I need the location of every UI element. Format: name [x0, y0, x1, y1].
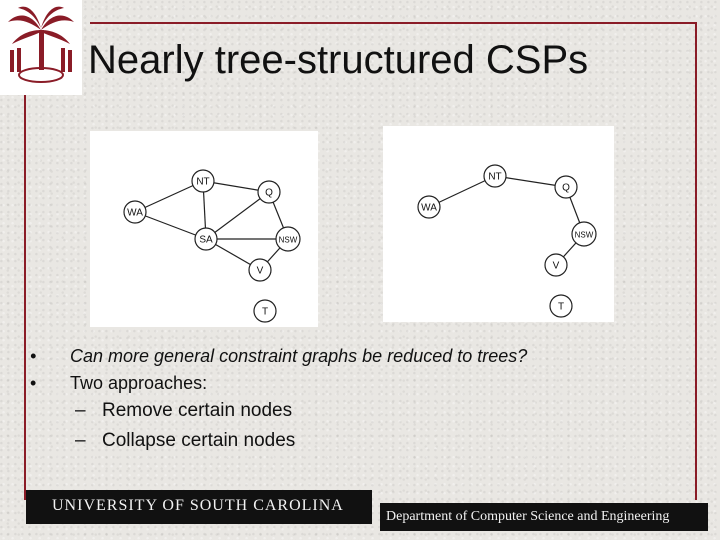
graph-node-label: V	[256, 265, 264, 277]
bullet-dot: •	[30, 373, 37, 393]
slide-title: Nearly tree-structured CSPs	[88, 38, 589, 82]
footer-department: Department of Computer Science and Engineering	[380, 503, 708, 531]
graph-panel-original	[90, 131, 318, 327]
graph-node-label: NSW	[278, 235, 298, 245]
graph-node-label: NT	[196, 176, 210, 188]
university-logo	[0, 0, 82, 95]
graph-node-label: WA	[421, 202, 437, 214]
footer-university: UNIVERSITY OF SOUTH CAROLINA	[26, 490, 372, 524]
bullet-dot: •	[30, 346, 37, 366]
graph-node-label: Q	[562, 182, 570, 194]
graph-node-label: NT	[488, 171, 502, 183]
sub-bullet-text: Collapse certain nodes	[102, 430, 296, 451]
bullet-text: Can more general constraint graphs be reduced to trees?	[70, 346, 528, 366]
graph-edge	[206, 192, 269, 239]
graph-node-label: T	[557, 301, 565, 313]
sub-bullet-dash: –	[75, 400, 86, 421]
graph-node-label: WA	[127, 207, 143, 219]
constraint-graph-tree	[383, 126, 614, 322]
graph-node-label: T	[261, 306, 269, 318]
graph-panel-tree	[383, 126, 614, 322]
frame-left-line	[24, 95, 26, 500]
graph-node-label: NSW	[574, 230, 594, 240]
sub-bullet-text: Remove certain nodes	[102, 400, 293, 421]
graph-node-label: Q	[265, 187, 273, 199]
bullet-text: Two approaches:	[70, 373, 208, 393]
graph-node-label: V	[552, 260, 560, 272]
frame-right-line	[695, 22, 697, 500]
graph-node-label: SA	[199, 234, 213, 246]
constraint-graph-original	[90, 131, 318, 327]
sub-bullet-dash: –	[75, 430, 86, 451]
frame-top-line	[90, 22, 697, 24]
